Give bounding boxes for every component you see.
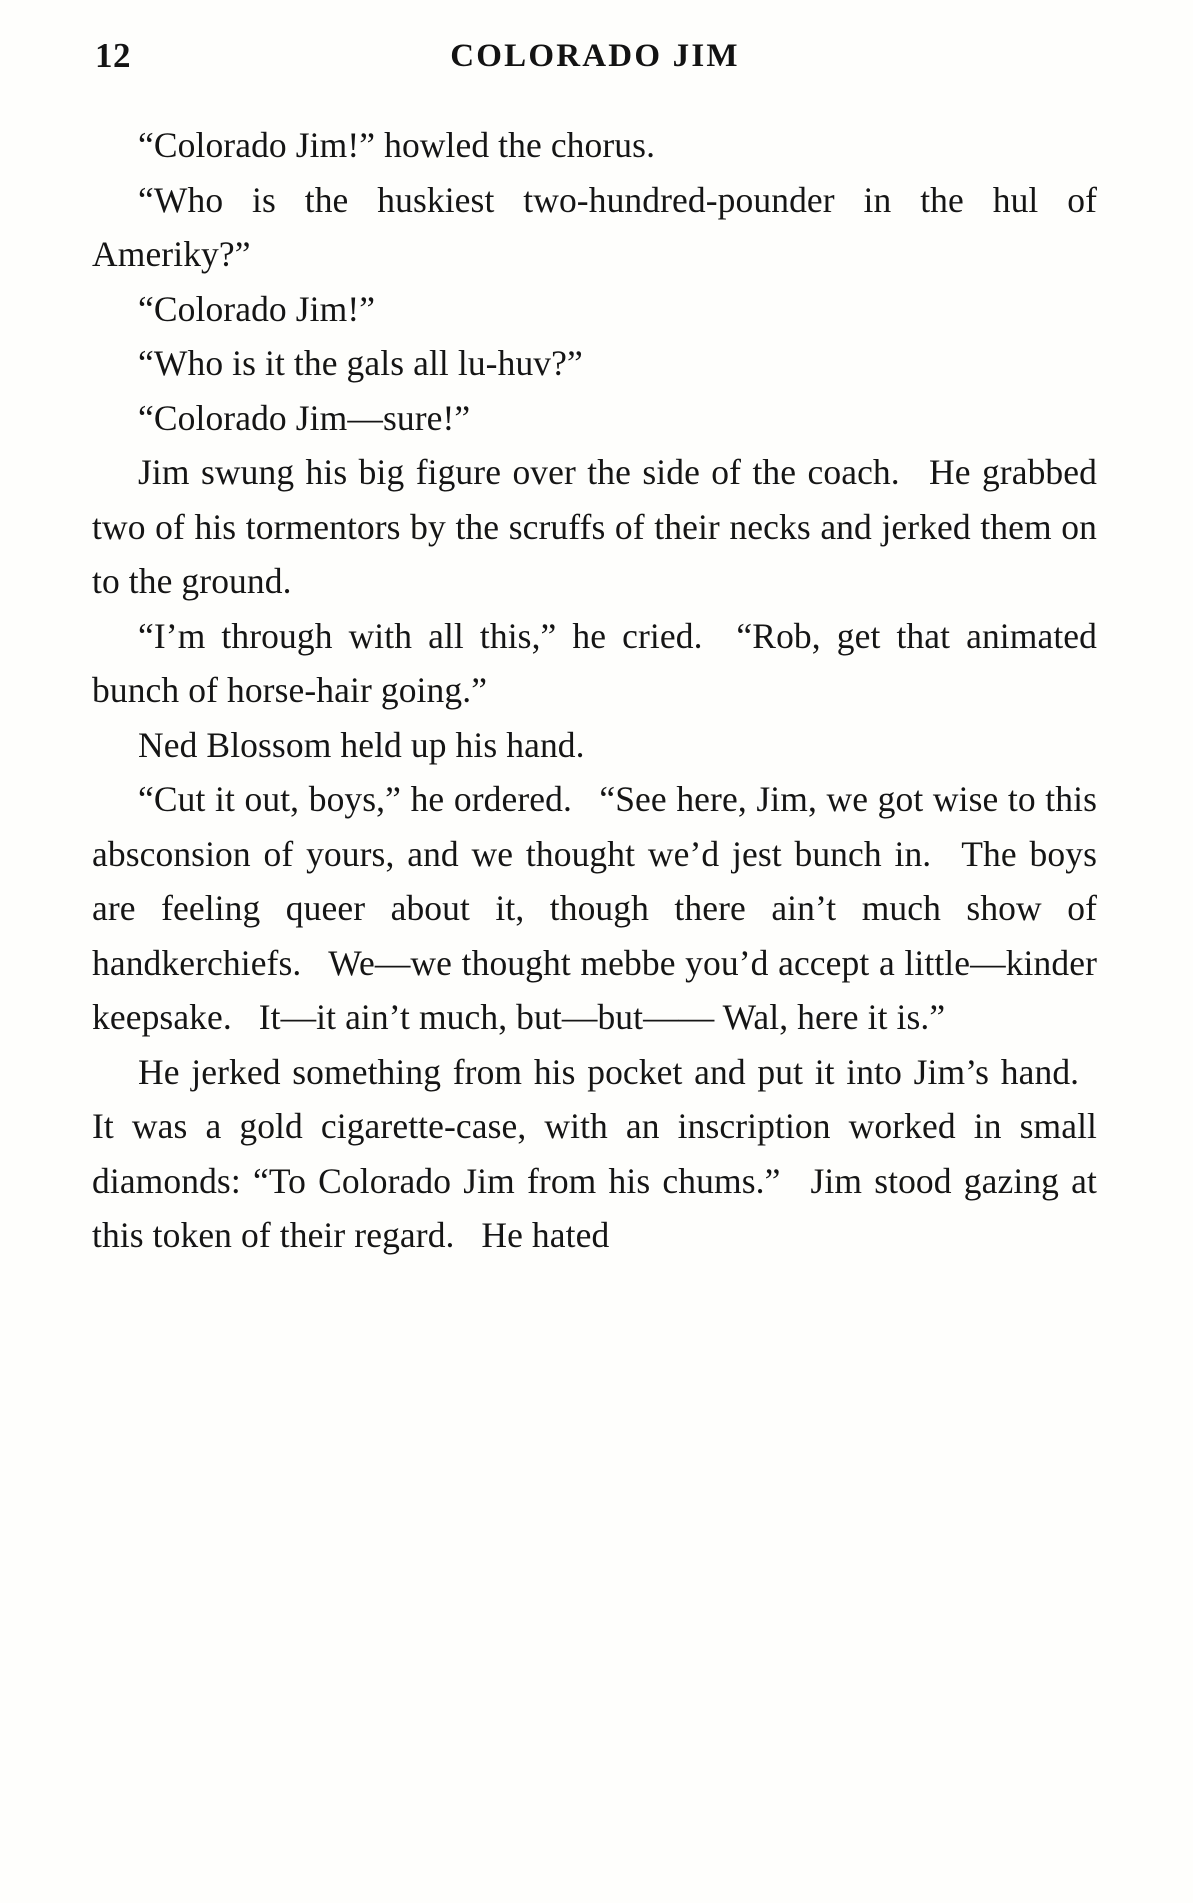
page-number: 12 bbox=[95, 36, 131, 75]
paragraph: “Cut it out, boys,” he ordered. “See here, Jim, we got wise to this absconsion of yours, and we thought we’d jest bunch in. The boys are feeling queer about it, though there ain’t much show of handkerchiefs. We—we thought mebbe you’d accept a little—kinder keepsake. It—it ain’t much, but—but—— Wal, here it is.” bbox=[92, 779, 1097, 1037]
paragraph: “Colorado Jim!” howled the chorus. bbox=[138, 125, 656, 165]
paragraph: “Who is it the gals all lu-huv?” bbox=[138, 343, 583, 383]
paragraph: “Colorado Jim!” bbox=[138, 288, 376, 329]
running-title: COLORADO JIM bbox=[450, 38, 740, 74]
paragraph: He jerked something from his pocket and put it into Jim’s hand. It was a gold cigarette-case, with an inscription worked in small diamonds: “To Colorado Jim from his chums.” Jim stood gazing at this token of their regard. He hated bbox=[92, 1051, 1097, 1255]
page-body bbox=[92, 118, 1097, 1263]
paragraph: “Colorado Jim—sure!” bbox=[138, 397, 471, 438]
paragraph: “Who is the huskiest two-hundred-pounder in the hul of Ameriky?” bbox=[92, 179, 1097, 274]
paragraph: Ned Blossom held up his hand. bbox=[138, 724, 585, 765]
paragraph: Jim swung his big figure over the side of the coach. He grabbed two of his tormentors by the scruffs of their necks and jerked them on to the ground. bbox=[92, 452, 1097, 601]
page-header bbox=[95, 36, 1095, 82]
paragraph: “I’m through with all this,” he cried. “Rob, get that animated bunch of horse-hair going.” bbox=[92, 615, 1097, 710]
